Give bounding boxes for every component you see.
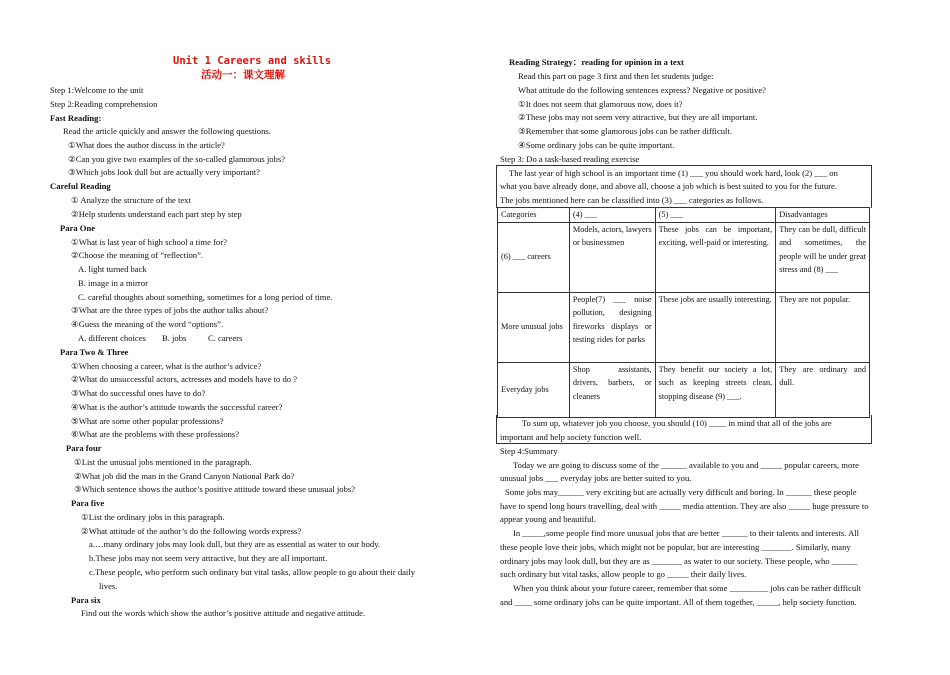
table-cell: Models, actors, lawyers or businessmen — [569, 222, 655, 292]
categories-table — [497, 207, 870, 418]
sum-up-text: To sum up, whatever job you choose, you should (10) ____ in mind that all of the jobs are — [522, 418, 832, 428]
para-23-question: ⑤What are some other popular professions? — [71, 416, 224, 426]
table-header: Disadvantages — [776, 208, 870, 223]
fast-question: ③Which jobs look dull but are actually very important? — [68, 167, 260, 177]
fast-question: ②Can you give two examples of the so-called glamorous jobs? — [68, 154, 286, 164]
para-23-question: ①When choosing a career, what is the author’s advice? — [71, 361, 262, 371]
para-23-question: ②What do unsuccessful actors, actresses and models have to do ? — [71, 374, 298, 384]
summary-line: In _____,some people find more unusual jobs that are better ______ to their talents and interests. All — [513, 528, 860, 538]
para-four-question: ①List the unusual jobs mentioned in the paragraph. — [74, 457, 252, 467]
strategy-question: What attitude do the following sentences express? Negative or positive? — [518, 85, 766, 95]
table-row — [498, 362, 870, 417]
summary-line: unusual jobs ___ everyday jobs are better suited to you. — [500, 473, 692, 483]
para-23-question: ④What is the author’s attitude towards the successful career? — [71, 402, 283, 412]
strategy-item: ④Some ordinary jobs can be quite important. — [518, 140, 675, 150]
unit-title: Unit 1 Careers and skills — [173, 55, 332, 67]
para-five-question: ①List the ordinary jobs in this paragraph. — [81, 512, 225, 522]
table-header: (4) ___ — [569, 208, 655, 223]
strategy-item: ①It does not seem that glamorous now, does it? — [518, 99, 683, 109]
summary-line: such ordinary but vital tasks, allow people to go _____ their daily lives. — [500, 569, 747, 579]
para-one-question: ①What is last year of high school a time for? — [71, 237, 227, 247]
para-five-question: ②What attitude of the author’s do the following words express? — [81, 526, 302, 536]
strategy-item: ②These jobs may not seem very attractive, but they are all important. — [518, 112, 758, 122]
para-one-question: ②Choose the meaning of “reflection”. — [71, 250, 204, 260]
task-text: what you have already done, and above all, choose a job which is best suited to you for the future. — [500, 181, 837, 191]
table-header-row — [498, 208, 870, 223]
careful-item: ②Help students understand each part step by step — [71, 209, 242, 219]
strategy-intro: Read this part on page 3 first and then let students judge: — [518, 71, 714, 81]
summary-line: appear young and beautiful. — [500, 514, 596, 524]
careful-item: ① Analyze the structure of the text — [71, 195, 191, 205]
fast-reading-intro: Read the article quickly and answer the following questions. — [63, 126, 271, 136]
para-four-question: ②What job did the man in the Grand Canyon National Park do? — [74, 471, 295, 481]
strategy-item: ③Remember that some glamorous jobs can be rather difficult. — [518, 126, 732, 136]
task-text: The last year of high school is an important time (1) ___ you should work hard, look (2) ___ on — [509, 168, 838, 178]
table-row — [498, 222, 870, 292]
table-header: (5) ___ — [655, 208, 776, 223]
option: B. jobs — [162, 333, 187, 343]
summary-line: have to spend long hours travelling, deal with _____ media attention. They are also _____ huge pressure to — [500, 501, 869, 511]
para-six-heading: Para six — [71, 595, 101, 605]
para-six-text: Find out the words which show the author’s positive attitude and negative attitude. — [81, 608, 366, 618]
para-four-heading: Para four — [66, 443, 102, 453]
table-cell: They benefit our society a lot, such as keeping streets clean, stopping disease (9) ___. — [655, 362, 776, 417]
summary-line: When you think about your future career, remember that some _________ jobs can be rather difficult — [513, 583, 861, 593]
table-cell: They are not popular. — [776, 292, 870, 362]
para-one-heading: Para One — [60, 223, 96, 233]
option: A. different choices — [78, 333, 146, 343]
careful-reading-heading: Careful Reading — [50, 181, 111, 191]
para-one-question: ③What are the three types of jobs the author talks about? — [71, 305, 269, 315]
para-23-question: ⑥What are the problems with these professions? — [71, 429, 240, 439]
option: C. careful thoughts about something, sometimes for a long period of time. — [78, 292, 333, 302]
task-text: The jobs mentioned here can be classified into (3) ___ categories as follows. — [500, 195, 764, 205]
para-one-question: ④Guess the meaning of the word “options”. — [71, 319, 224, 329]
option: C. careers — [208, 333, 243, 343]
table-cell-category: More unusual jobs — [498, 292, 570, 362]
para-two-three-heading: Para Two & Three — [60, 347, 129, 357]
table-cell: People(7) ___ noise pollution, designing fireworks displays or testing rides for parks — [569, 292, 655, 362]
step-1: Step 1:Welcome to the unit — [50, 85, 144, 95]
para-five-item: c.These people, who perform such ordinary but vital tasks, allow people to go about their daily — [89, 567, 416, 577]
summary-line: and ____ some ordinary jobs can be quite important. All of them together, _____, help society function. — [500, 597, 857, 607]
fast-question: ①What does the author discuss in the article? — [68, 140, 225, 150]
option: B. image in a mirror — [78, 278, 148, 288]
step-2: Step 2:Reading comprehension — [50, 99, 158, 109]
step-3: Step 3: Do a task-based reading exercise — [500, 154, 640, 164]
table-cell: They can be dull, difficult and sometimes, the people will be under great stress and (8) ___ — [776, 222, 870, 292]
summary-line: ordinary jobs may look dull, but they are as _______ as water to our society. These people, who ______ — [500, 556, 858, 566]
option: A. light turned back — [78, 264, 147, 274]
table-cell-category: (6) ___ careers — [498, 222, 570, 292]
para-five-item: a.…many ordinary jobs may look dull, but they are as essential as water to our body. — [89, 539, 381, 549]
reading-strategy-heading: Reading Strategy：reading for opinion in a text — [509, 57, 684, 67]
sum-up-text: important and help society function well. — [500, 432, 642, 442]
table-cell: They are ordinary and dull. — [776, 362, 870, 417]
table-cell-category: Everyday jobs — [498, 362, 570, 417]
summary-line: Today we are going to discuss some of the ______ available to you and _____ popular careers, more — [513, 460, 859, 470]
table-cell: These jobs can be important, exciting, well-paid or interesting. — [655, 222, 776, 292]
table-cell: Shop assistants, drivers, barbers, or cleaners — [569, 362, 655, 417]
para-five-item: b.These jobs may not seem very attractive, but they are all important. — [89, 553, 328, 563]
fast-reading-heading: Fast Reading: — [50, 113, 102, 123]
para-four-question: ③Which sentence shows the author’s positive attitude toward these unusual jobs? — [74, 484, 356, 494]
summary-line: these people love their jobs, which might not be popular, but are interesting _______. Similarly, many — [500, 542, 851, 552]
para-five-heading: Para five — [71, 498, 105, 508]
para-23-question: ③What do successful ones have to do? — [71, 388, 206, 398]
para-five-item-cont: lives. — [99, 581, 118, 591]
summary-line: Some jobs may______ very exciting but are actually very difficult and boring. In ______ these people — [505, 487, 857, 497]
step-4: Step 4:Summary — [500, 446, 558, 456]
table-row — [498, 292, 870, 362]
table-header: Categories — [498, 208, 570, 223]
activity-title: 活动一：课文理解 — [201, 69, 285, 81]
table-cell: These jobs are usually interesting. — [655, 292, 776, 362]
